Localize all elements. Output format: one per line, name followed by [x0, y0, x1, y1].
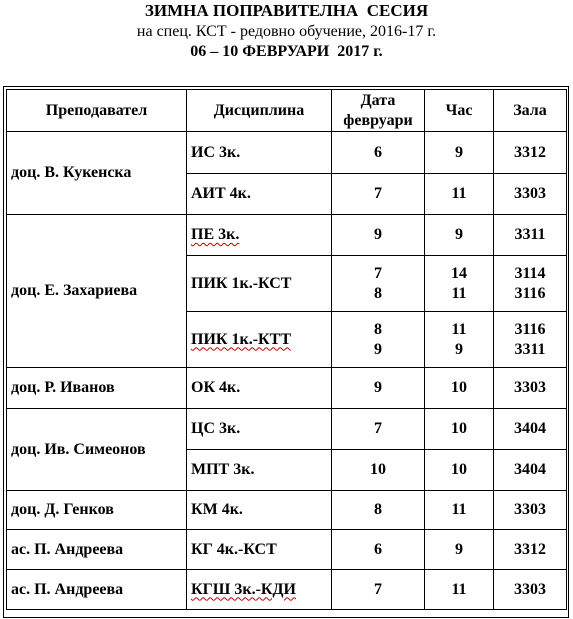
col-header-teacher: Преподавател: [7, 90, 187, 132]
room-cell: [494, 312, 567, 368]
room-cell: 3303: [494, 570, 567, 610]
date-value: 9: [374, 340, 382, 358]
table-row: [7, 530, 567, 570]
hour-cell: 11: [425, 491, 494, 530]
room-value: 3116: [514, 284, 546, 302]
table-header-row: [7, 90, 567, 132]
discipline-cell: ОК 4к.: [187, 368, 332, 409]
session-dates: 06 – 10 ФЕВРУАРИ 2017 г.: [190, 43, 383, 60]
date-cell: 9: [332, 368, 425, 409]
col-header-date-line1: Дата: [360, 91, 396, 109]
discipline-cell: МПТ 3к.: [187, 450, 332, 491]
hour-cell: 11: [425, 570, 494, 610]
table-row: [7, 132, 567, 174]
room-cell: 3303: [494, 368, 567, 409]
room-cell: 3404: [494, 409, 567, 450]
room-cell: 3303: [494, 174, 567, 215]
room-cell: 3303: [494, 491, 567, 530]
hour-cell: 9: [425, 215, 494, 256]
hour-cell: 9: [425, 132, 494, 174]
teacher-cell: ас. П. Андреева: [7, 570, 187, 610]
date-cell: 7: [332, 409, 425, 450]
date-cell: 6: [332, 132, 425, 174]
hour-cell: 11: [425, 174, 494, 215]
specialty-subtitle: на спец. КСТ - редовно обучение, 2016-17 г.: [136, 23, 437, 40]
room-cell: [494, 256, 567, 312]
date-cell: 6: [332, 530, 425, 570]
room-cell: 3312: [494, 530, 567, 570]
date-value: 8: [374, 320, 382, 338]
hour-value: 14: [451, 264, 467, 282]
hour-cell: 9: [425, 530, 494, 570]
date-cell: 7: [332, 174, 425, 215]
teacher-cell: ас. П. Андреева: [7, 530, 187, 570]
date-cell: 9: [332, 215, 425, 256]
room-value: 3114: [514, 264, 546, 282]
date-cell: 8: [332, 491, 425, 530]
room-cell: 3312: [494, 132, 567, 174]
table-row: [7, 570, 567, 610]
hour-cell: 10: [425, 409, 494, 450]
hour-cell: [425, 256, 494, 312]
date-value: 7: [374, 264, 382, 282]
hour-value: 9: [455, 340, 463, 358]
col-header-hour: Час: [425, 90, 494, 132]
room-value: 3116: [514, 320, 546, 338]
discipline-cell: КГ 4к.-КСТ: [187, 530, 332, 570]
date-cell: 10: [332, 450, 425, 491]
hour-cell: 10: [425, 368, 494, 409]
date-cell: [332, 256, 425, 312]
col-header-date-line2: февруари: [343, 111, 413, 129]
col-header-date: [332, 90, 425, 132]
hour-cell: [425, 312, 494, 368]
room-cell: 3311: [494, 215, 567, 256]
discipline-text: ПИК 1к.-КТТ: [191, 330, 291, 348]
teacher-cell: доц. Ив. Симеонов: [7, 409, 187, 491]
table-row: [7, 215, 567, 256]
col-header-room: Зала: [494, 90, 567, 132]
hour-cell: 10: [425, 450, 494, 491]
hour-value: 11: [451, 284, 467, 302]
date-value: 8: [374, 284, 382, 302]
discipline-cell: ЦС 3к.: [187, 409, 332, 450]
discipline-cell: АИТ 4к.: [187, 174, 332, 215]
table-row: [7, 491, 567, 530]
teacher-cell: доц. Р. Иванов: [7, 368, 187, 409]
discipline-cell: ИС 3к.: [187, 132, 332, 174]
teacher-cell: доц. В. Кукенска: [7, 132, 187, 215]
discipline-cell: [187, 312, 332, 368]
discipline-cell: [187, 215, 332, 256]
date-cell: [332, 312, 425, 368]
discipline-cell: КМ 4к.: [187, 491, 332, 530]
teacher-cell: доц. Д. Генков: [7, 491, 187, 530]
discipline-cell: ПИК 1к.-КСТ: [187, 256, 332, 312]
table-row: [7, 409, 567, 450]
room-cell: 3404: [494, 450, 567, 491]
discipline-text: КГШ 3к.-КДИ: [191, 580, 296, 598]
discipline-cell: [187, 570, 332, 610]
teacher-cell: доц. Е. Захариева: [7, 215, 187, 368]
col-header-discipline: Дисциплина: [187, 90, 332, 132]
date-cell: 7: [332, 570, 425, 610]
session-title: ЗИМНА ПОПРАВИТЕЛНА СЕСИЯ: [144, 1, 429, 20]
room-value: 3311: [514, 340, 546, 358]
discipline-text: ПЕ 3к.: [191, 226, 240, 243]
table-row: [7, 368, 567, 409]
hour-value: 11: [451, 320, 467, 338]
exam-schedule-table: [6, 89, 567, 610]
